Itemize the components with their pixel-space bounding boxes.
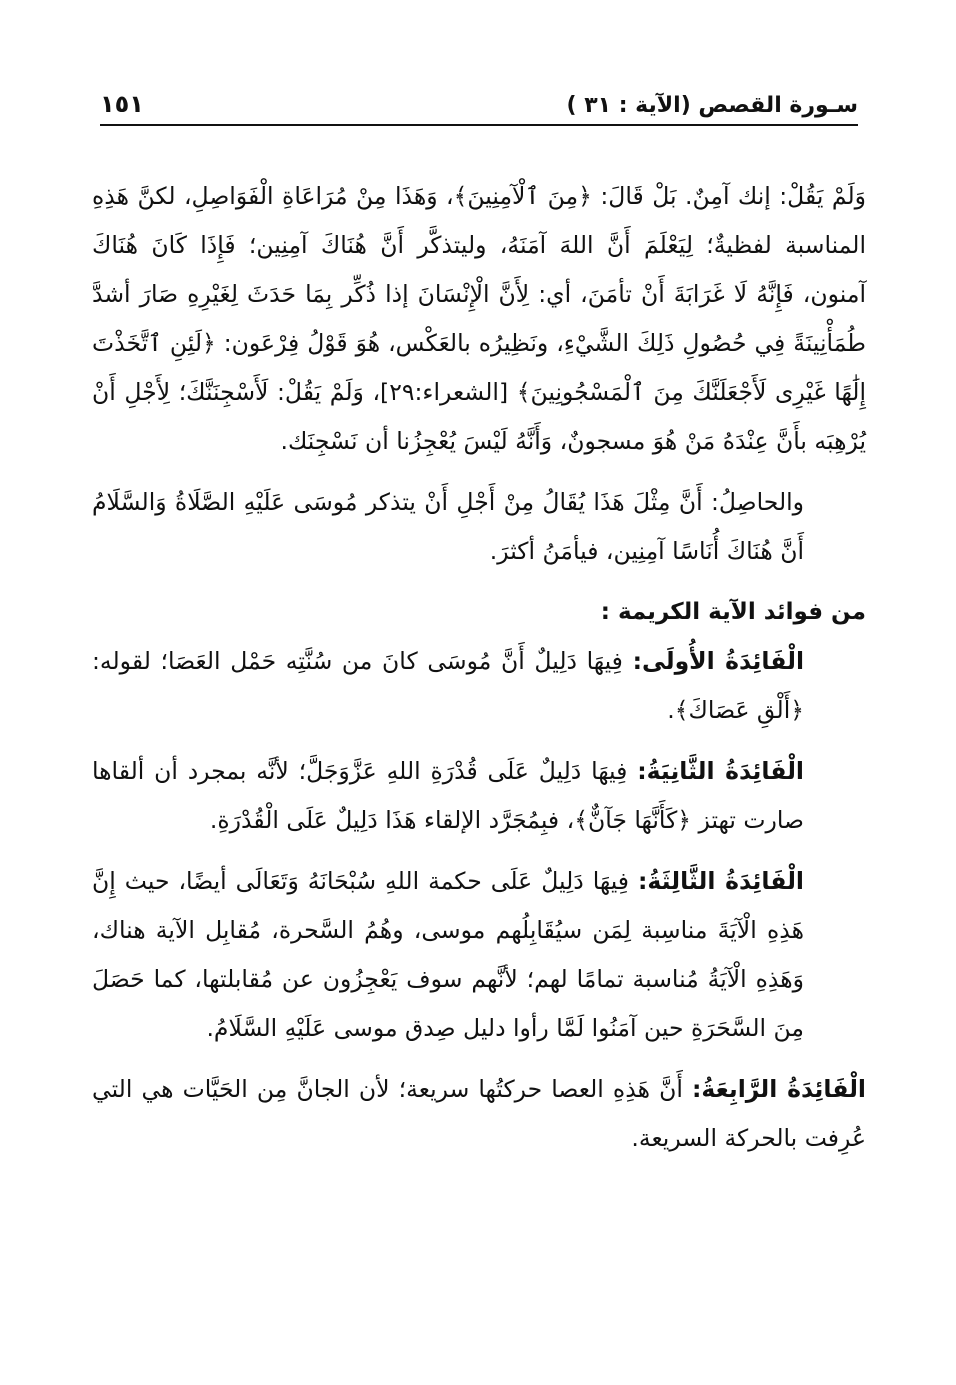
benefit-2-text: فِيهَا دَلِيلٌ عَلَى قُدْرَةِ اللهِ عَزَّوَجَلَّ؛ لأنَّه بمجرد أن ألقاها صارت تهتز ﴿كَأَنَّهَا جَآنٌّ﴾، فبِمُجَرَّد الإلقاء هَذَا دَلِيلٌ عَلَى الْقُدْرَةِ.	[92, 757, 804, 834]
page-body	[92, 172, 866, 1163]
benefit-2	[92, 747, 866, 845]
paragraph-1: وَلَمْ يَقُلْ: إنك آمِنٌ. بَلْ قَالَ: ﴿مِنَ ٱلْآمِنِينَ﴾، وَهَذَا مِنْ مُرَاعَاةِ الْفَوَاصِلِ، لكنَّ هَذِهِ المناسبة لفظيةٌ؛ لِيَعْلَمَ أَنَّ اللهَ آمَنَهُ، وليتذكَّر أَنَّ هُنَاكَ آمِنِين؛ فَإِذَا كَانَ هُنَاكَ آمنون، فَإِنَّهُ لَا غَرَابَةَ أَنْ تأمَنَ، أي: لِأَنَّ الْإِنْسَانَ إذا ذُكِّر بِمَا حَدَثَ لِغَيْرِهِ صَارَ أشدَّ طُمَأْنِينَةً فِي حُصُولِ ذَلِكَ الشَّيْءِ، ونَظِيرُه بالعَكْس، هُوَ قَوْلُ فِرْعَون: ﴿لَئِنِ ٱتَّخَذْتَ إِلَٰهًا غَيْرِى لَأَجْعَلَنَّكَ مِنَ ٱلْمَسْجُونِينَ﴾ [الشعراء:٢٩]، وَلَمْ يَقُلْ: لَأَسْجِنَنَّكَ؛ لِأَجْلِ أَنْ يُرْهِبَه بأَنَّ عِنْدَهُ مَنْ هُوَ مسجونٌ، وَأَنَّهُ لَيْسَ يُعْجِزُنا أن نَسْجِنَك.	[92, 182, 866, 455]
benefit-2-lead: الْفَائِدَةُ الثَّانِيَةُ:	[637, 757, 804, 785]
paragraph-2-text: والحاصِلُ: أَنَّ مِثْلَ هَذَا يُقَالُ مِنْ أَجْلِ أَنْ يتذكر مُوسَى عَلَيْهِ الصَّلَاةُ وَالسَّلَامُ أَنَّ هُنَاكَ أُنَاسًا آمِنِين، فيأمَنُ أكثرَ.	[92, 488, 804, 565]
benefit-1-lead: الْفَائِدَةُ الأُولَى:	[632, 647, 804, 675]
benefit-1	[92, 637, 866, 735]
page-header	[100, 84, 858, 126]
benefit-1-text: فِيهَا دَلِيلٌ أَنَّ مُوسَى كانَ من سُنَّتِه حَمْل العَصَا؛ لقوله: ﴿أَلْقِ عَصَاكَ﴾.	[92, 647, 804, 724]
benefit-4	[92, 1065, 866, 1163]
surah-title: سـورة القصص (الآية : ٣١ )	[566, 93, 858, 118]
benefit-3-lead: الْفَائِدَةُ الثَّالِثَةُ:	[638, 867, 804, 895]
benefit-3	[92, 857, 866, 1053]
benefit-4-lead: الْفَائِدَةُ الرَّابِعَةُ:	[691, 1075, 866, 1103]
section-heading: من فوائد الآية الكريمة :	[600, 599, 866, 625]
paragraph-2	[92, 478, 866, 576]
benefit-4-text: أَنَّ هَذِهِ العصا حركتُها سريعة؛ لأن الجانَّ مِن الحَيَّات هي التي عُرِفت بالحركة السريعة.	[92, 1075, 866, 1152]
page-number: ١٥١	[100, 90, 144, 118]
benefit-3-text: فِيهَا دَلِيلٌ عَلَى حكمة اللهِ سُبْحَانَهُ وَتَعَالَى أيضًا، حيث إِنَّ هَذِهِ الْآيَةَ مناسِبة لِمَن سيُقَابِلُهم موسى، وهُمُ السَّحرة، مُقابِل الآية هناك، وَهَذِهِ الْآيَةُ مُناسبة تمامًا لهم؛ لأنَّهم سوف يَعْجِزُون عن مُقابلتها، كما حَصَلَ مِنَ السَّحَرَةِ حين آمَنُوا لَمَّا رأوا دليل صِدق موسى عَلَيْهِ السَّلَامُ.	[92, 867, 804, 1042]
